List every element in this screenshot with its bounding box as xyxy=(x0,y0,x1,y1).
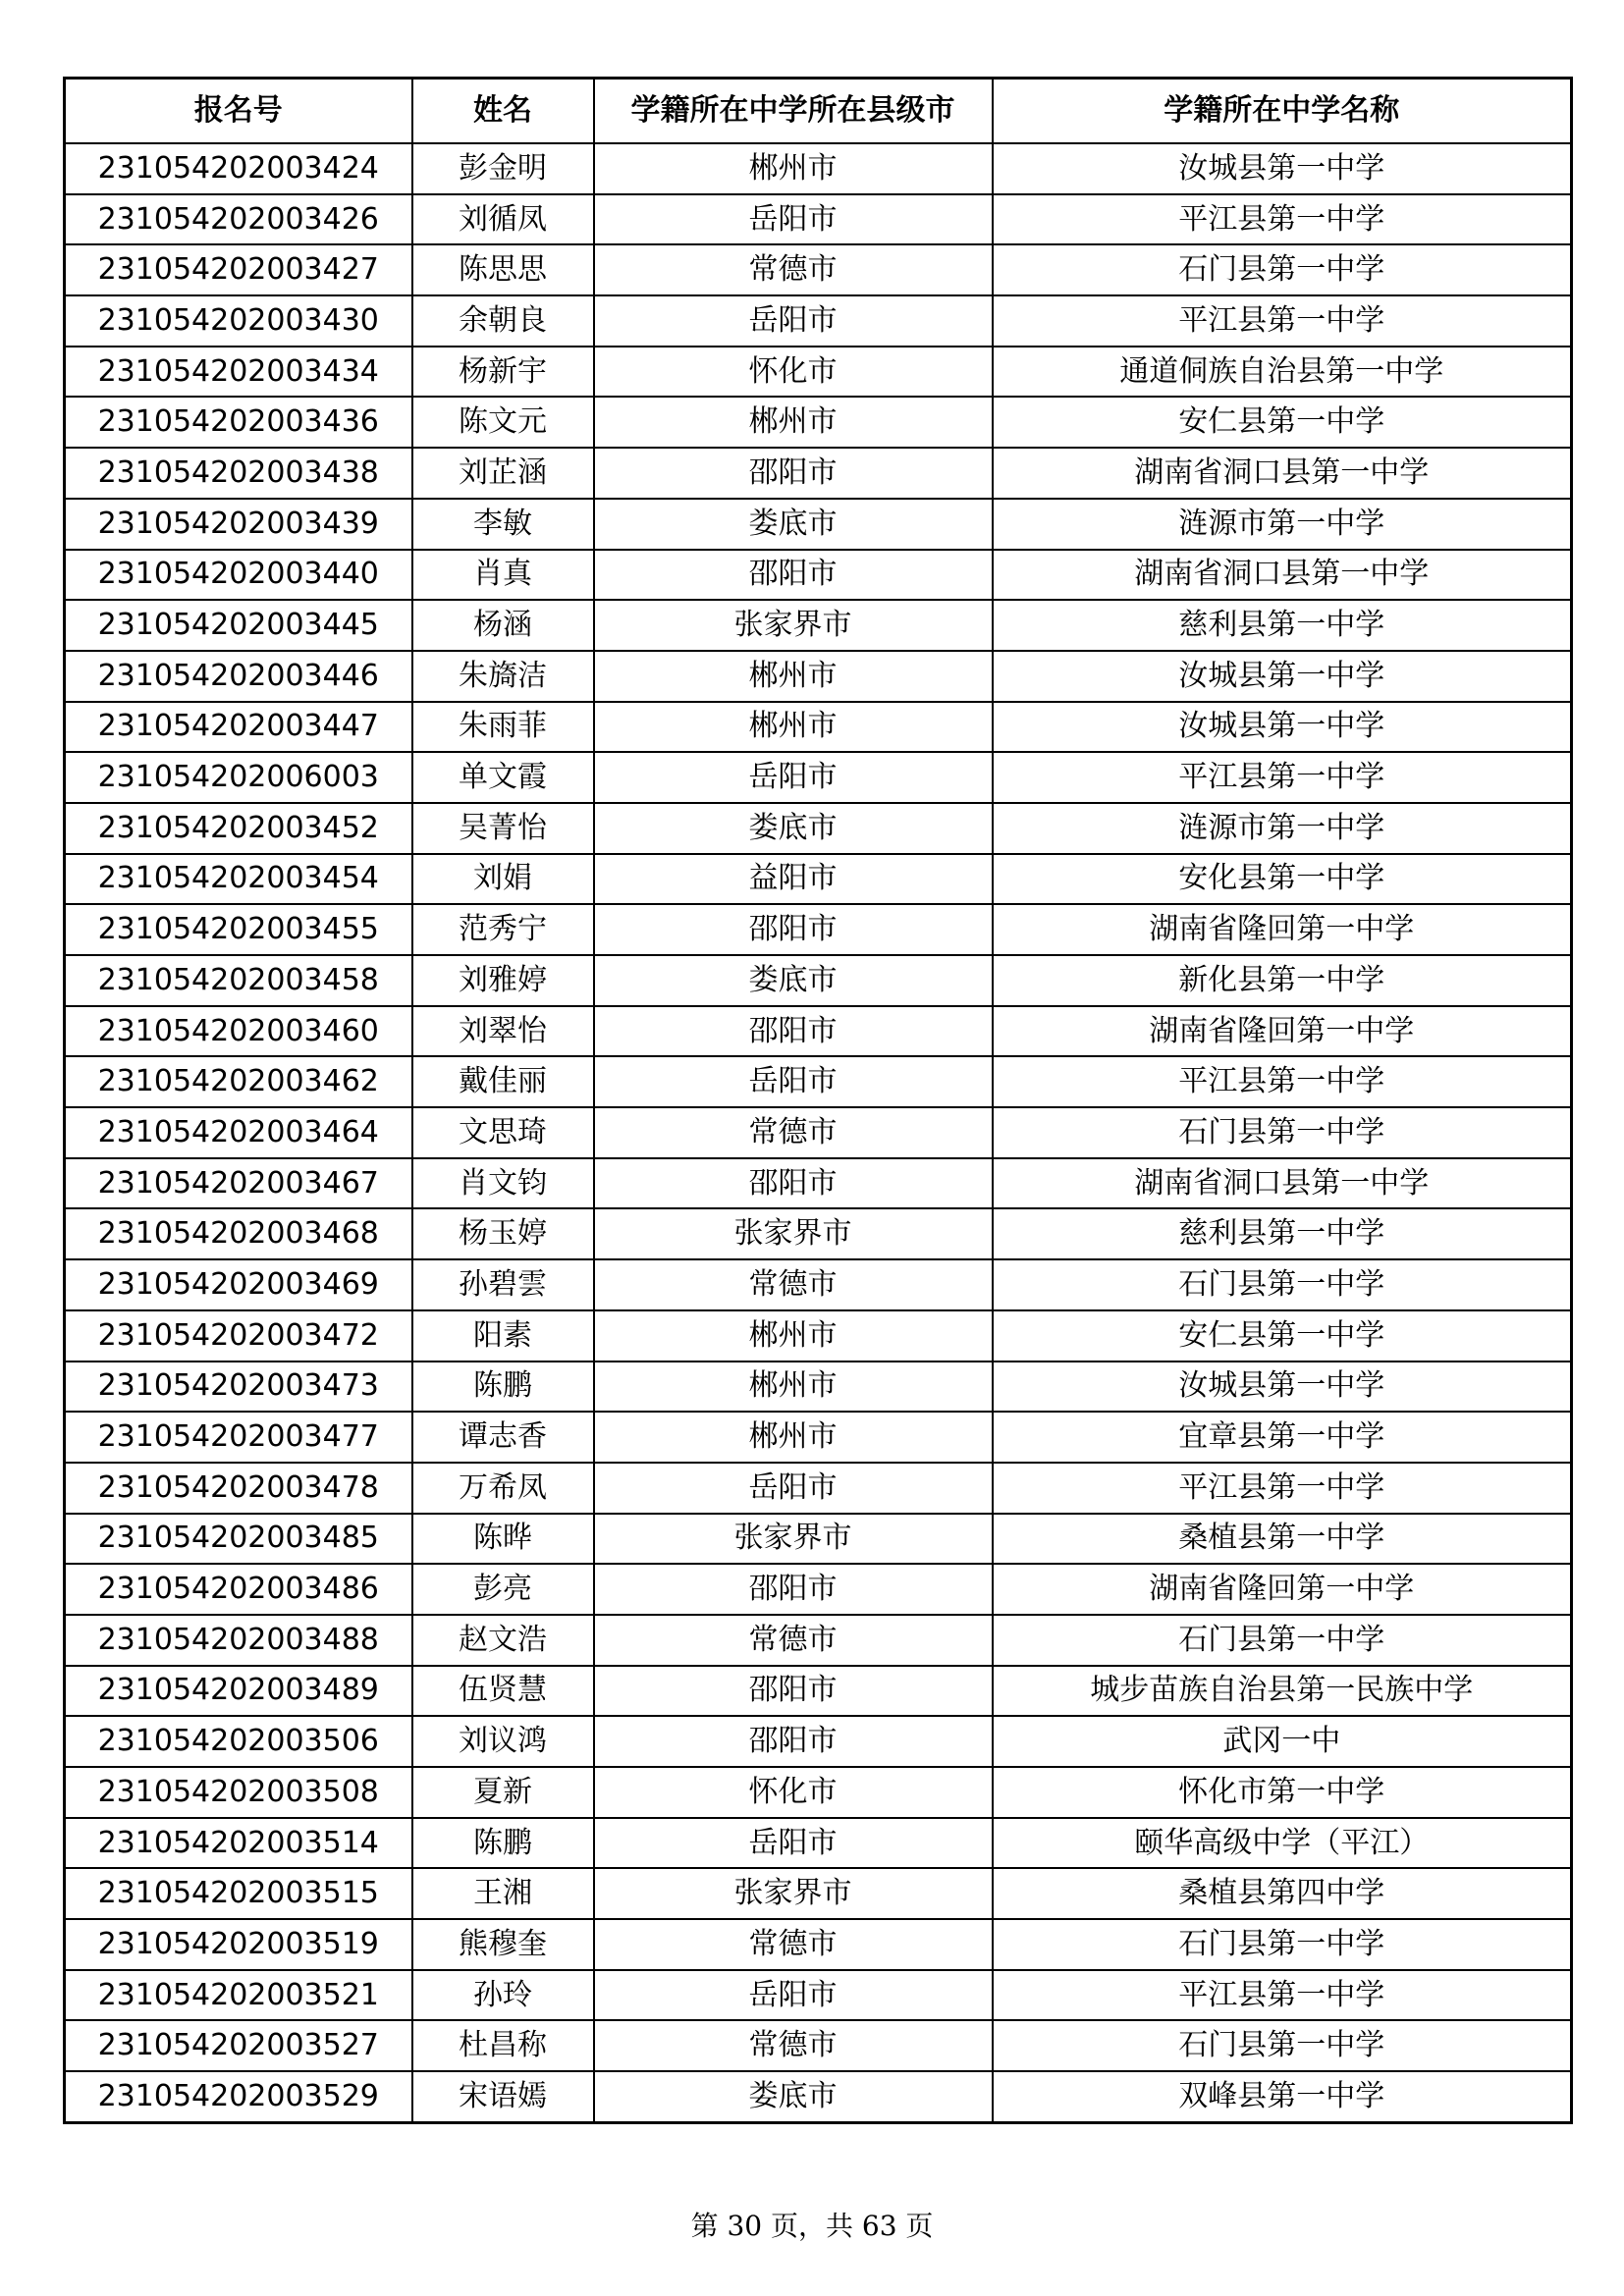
name-cell: 伍贤慧 xyxy=(412,1666,594,1717)
table-row xyxy=(65,295,1572,347)
name-cell: 刘雅婷 xyxy=(412,955,594,1006)
city-cell: 郴州市 xyxy=(594,1310,993,1362)
city-cell: 常德市 xyxy=(594,1259,993,1310)
registration-number-cell: 231054202003506 xyxy=(65,1716,412,1767)
registration-number-cell: 231054202003508 xyxy=(65,1767,412,1818)
registration-number-cell: 231054202003464 xyxy=(65,1107,412,1158)
name-cell: 肖真 xyxy=(412,550,594,601)
school-name-cell: 石门县第一中学 xyxy=(993,1107,1572,1158)
name-cell: 王湘 xyxy=(412,1868,594,1919)
registration-number-cell: 231054202003515 xyxy=(65,1868,412,1919)
page-number: 第 30 页，共 63 页 xyxy=(690,2210,934,2242)
header-registration-number: 报名号 xyxy=(65,79,412,144)
school-name-cell: 平江县第一中学 xyxy=(993,1056,1572,1107)
registration-number-cell: 231054202003438 xyxy=(65,448,412,499)
school-name-cell: 石门县第一中学 xyxy=(993,244,1572,295)
school-name-cell: 通道侗族自治县第一中学 xyxy=(993,347,1572,398)
table-row xyxy=(65,397,1572,448)
table-row xyxy=(65,347,1572,398)
city-cell: 张家界市 xyxy=(594,600,993,651)
city-cell: 郴州市 xyxy=(594,702,993,753)
table-row xyxy=(65,1514,1572,1565)
name-cell: 余朝良 xyxy=(412,295,594,347)
table-row xyxy=(65,904,1572,955)
registration-number-cell: 231054202003440 xyxy=(65,550,412,601)
school-name-cell: 平江县第一中学 xyxy=(993,752,1572,803)
school-name-cell: 湖南省隆回第一中学 xyxy=(993,1006,1572,1057)
table-row xyxy=(65,499,1572,550)
table-row xyxy=(65,1919,1572,1970)
city-cell: 岳阳市 xyxy=(594,1056,993,1107)
city-cell: 岳阳市 xyxy=(594,1970,993,2021)
table-row xyxy=(65,1259,1572,1310)
header-row xyxy=(65,79,1572,144)
school-name-cell: 汝城县第一中学 xyxy=(993,702,1572,753)
registration-number-cell: 231054202003455 xyxy=(65,904,412,955)
school-name-cell: 石门县第一中学 xyxy=(993,2020,1572,2071)
name-cell: 陈晔 xyxy=(412,1514,594,1565)
city-cell: 怀化市 xyxy=(594,1767,993,1818)
table-row xyxy=(65,1362,1572,1413)
table-row xyxy=(65,244,1572,295)
table-row xyxy=(65,1868,1572,1919)
city-cell: 岳阳市 xyxy=(594,295,993,347)
header-name: 姓名 xyxy=(412,79,594,144)
city-cell: 郴州市 xyxy=(594,651,993,702)
school-name-cell: 涟源市第一中学 xyxy=(993,803,1572,854)
table-row xyxy=(65,651,1572,702)
city-cell: 邵阳市 xyxy=(594,1716,993,1767)
registration-number-cell: 231054202003424 xyxy=(65,143,412,194)
school-name-cell: 慈利县第一中学 xyxy=(993,600,1572,651)
registration-number-cell: 231054202003427 xyxy=(65,244,412,295)
school-name-cell: 汝城县第一中学 xyxy=(993,1362,1572,1413)
table-row xyxy=(65,143,1572,194)
city-cell: 岳阳市 xyxy=(594,194,993,245)
table-row xyxy=(65,1564,1572,1615)
name-cell: 杜昌称 xyxy=(412,2020,594,2071)
city-cell: 娄底市 xyxy=(594,955,993,1006)
registration-number-cell: 231054202003462 xyxy=(65,1056,412,1107)
registration-number-cell: 231054202003489 xyxy=(65,1666,412,1717)
school-name-cell: 武冈一中 xyxy=(993,1716,1572,1767)
name-cell: 刘娟 xyxy=(412,854,594,905)
student-table-container xyxy=(63,77,1570,2124)
name-cell: 刘议鸿 xyxy=(412,1716,594,1767)
school-name-cell: 慈利县第一中学 xyxy=(993,1208,1572,1259)
city-cell: 邵阳市 xyxy=(594,904,993,955)
school-name-cell: 湖南省洞口县第一中学 xyxy=(993,550,1572,601)
registration-number-cell: 231054202003426 xyxy=(65,194,412,245)
city-cell: 常德市 xyxy=(594,1107,993,1158)
table-row xyxy=(65,448,1572,499)
table-row xyxy=(65,1158,1572,1209)
table-row xyxy=(65,854,1572,905)
city-cell: 娄底市 xyxy=(594,803,993,854)
city-cell: 郴州市 xyxy=(594,1362,993,1413)
name-cell: 孙玲 xyxy=(412,1970,594,2021)
name-cell: 李敏 xyxy=(412,499,594,550)
registration-number-cell: 231054202003468 xyxy=(65,1208,412,1259)
registration-number-cell: 231054202003485 xyxy=(65,1514,412,1565)
registration-number-cell: 231054202003473 xyxy=(65,1362,412,1413)
name-cell: 陈文元 xyxy=(412,397,594,448)
table-row xyxy=(65,1310,1572,1362)
name-cell: 刘芷涵 xyxy=(412,448,594,499)
table-header xyxy=(65,79,1572,144)
school-name-cell: 安仁县第一中学 xyxy=(993,397,1572,448)
registration-number-cell: 231054202003430 xyxy=(65,295,412,347)
table-row xyxy=(65,1716,1572,1767)
school-name-cell: 汝城县第一中学 xyxy=(993,651,1572,702)
city-cell: 娄底市 xyxy=(594,499,993,550)
school-name-cell: 湖南省隆回第一中学 xyxy=(993,904,1572,955)
table-row xyxy=(65,1666,1572,1717)
name-cell: 陈鹏 xyxy=(412,1818,594,1869)
school-name-cell: 湖南省洞口县第一中学 xyxy=(993,1158,1572,1209)
registration-number-cell: 231054202006003 xyxy=(65,752,412,803)
name-cell: 单文霞 xyxy=(412,752,594,803)
name-cell: 赵文浩 xyxy=(412,1615,594,1666)
school-name-cell: 桑植县第一中学 xyxy=(993,1514,1572,1565)
name-cell: 万希凤 xyxy=(412,1463,594,1514)
table-row xyxy=(65,1463,1572,1514)
registration-number-cell: 231054202003514 xyxy=(65,1818,412,1869)
city-cell: 常德市 xyxy=(594,1919,993,1970)
registration-number-cell: 231054202003436 xyxy=(65,397,412,448)
registration-number-cell: 231054202003452 xyxy=(65,803,412,854)
registration-number-cell: 231054202003472 xyxy=(65,1310,412,1362)
student-table xyxy=(63,77,1573,2124)
registration-number-cell: 231054202003477 xyxy=(65,1412,412,1463)
registration-number-cell: 231054202003446 xyxy=(65,651,412,702)
school-name-cell: 汝城县第一中学 xyxy=(993,143,1572,194)
table-row xyxy=(65,194,1572,245)
school-name-cell: 城步苗族自治县第一民族中学 xyxy=(993,1666,1572,1717)
name-cell: 熊穆奎 xyxy=(412,1919,594,1970)
name-cell: 肖文钧 xyxy=(412,1158,594,1209)
school-name-cell: 石门县第一中学 xyxy=(993,1919,1572,1970)
school-name-cell: 安化县第一中学 xyxy=(993,854,1572,905)
table-row xyxy=(65,955,1572,1006)
registration-number-cell: 231054202003529 xyxy=(65,2071,412,2122)
registration-number-cell: 231054202003486 xyxy=(65,1564,412,1615)
table-row xyxy=(65,1767,1572,1818)
table-row xyxy=(65,550,1572,601)
table-row xyxy=(65,1208,1572,1259)
name-cell: 陈思思 xyxy=(412,244,594,295)
school-name-cell: 安仁县第一中学 xyxy=(993,1310,1572,1362)
name-cell: 孙碧雲 xyxy=(412,1259,594,1310)
city-cell: 娄底市 xyxy=(594,2071,993,2122)
school-name-cell: 双峰县第一中学 xyxy=(993,2071,1572,2122)
registration-number-cell: 231054202003488 xyxy=(65,1615,412,1666)
table-row xyxy=(65,1056,1572,1107)
table-row xyxy=(65,803,1572,854)
school-name-cell: 颐华高级中学（平江） xyxy=(993,1818,1572,1869)
city-cell: 常德市 xyxy=(594,2020,993,2071)
table-body xyxy=(65,143,1572,2122)
name-cell: 陈鹏 xyxy=(412,1362,594,1413)
table-row xyxy=(65,2071,1572,2122)
city-cell: 张家界市 xyxy=(594,1868,993,1919)
name-cell: 阳素 xyxy=(412,1310,594,1362)
name-cell: 刘循凤 xyxy=(412,194,594,245)
registration-number-cell: 231054202003439 xyxy=(65,499,412,550)
school-name-cell: 湖南省隆回第一中学 xyxy=(993,1564,1572,1615)
table-row xyxy=(65,702,1572,753)
city-cell: 郴州市 xyxy=(594,143,993,194)
registration-number-cell: 231054202003478 xyxy=(65,1463,412,1514)
city-cell: 岳阳市 xyxy=(594,1818,993,1869)
name-cell: 杨新宇 xyxy=(412,347,594,398)
school-name-cell: 怀化市第一中学 xyxy=(993,1767,1572,1818)
registration-number-cell: 231054202003519 xyxy=(65,1919,412,1970)
city-cell: 邵阳市 xyxy=(594,1006,993,1057)
registration-number-cell: 231054202003469 xyxy=(65,1259,412,1310)
name-cell: 夏新 xyxy=(412,1767,594,1818)
table-row xyxy=(65,2020,1572,2071)
registration-number-cell: 231054202003454 xyxy=(65,854,412,905)
school-name-cell: 宜章县第一中学 xyxy=(993,1412,1572,1463)
school-name-cell: 新化县第一中学 xyxy=(993,955,1572,1006)
name-cell: 吴菁怡 xyxy=(412,803,594,854)
name-cell: 戴佳丽 xyxy=(412,1056,594,1107)
school-name-cell: 桑植县第四中学 xyxy=(993,1868,1572,1919)
name-cell: 宋语嫣 xyxy=(412,2071,594,2122)
name-cell: 谭志香 xyxy=(412,1412,594,1463)
school-name-cell: 涟源市第一中学 xyxy=(993,499,1572,550)
city-cell: 常德市 xyxy=(594,244,993,295)
city-cell: 张家界市 xyxy=(594,1514,993,1565)
city-cell: 郴州市 xyxy=(594,1412,993,1463)
city-cell: 邵阳市 xyxy=(594,1158,993,1209)
registration-number-cell: 231054202003521 xyxy=(65,1970,412,2021)
registration-number-cell: 231054202003460 xyxy=(65,1006,412,1057)
city-cell: 张家界市 xyxy=(594,1208,993,1259)
name-cell: 彭金明 xyxy=(412,143,594,194)
school-name-cell: 湖南省洞口县第一中学 xyxy=(993,448,1572,499)
school-name-cell: 平江县第一中学 xyxy=(993,1970,1572,2021)
header-school-name: 学籍所在中学名称 xyxy=(993,79,1572,144)
school-name-cell: 平江县第一中学 xyxy=(993,194,1572,245)
table-row xyxy=(65,600,1572,651)
name-cell: 杨涵 xyxy=(412,600,594,651)
city-cell: 邵阳市 xyxy=(594,550,993,601)
name-cell: 范秀宁 xyxy=(412,904,594,955)
city-cell: 邵阳市 xyxy=(594,1564,993,1615)
table-row xyxy=(65,1970,1572,2021)
city-cell: 邵阳市 xyxy=(594,1666,993,1717)
school-name-cell: 平江县第一中学 xyxy=(993,1463,1572,1514)
school-name-cell: 石门县第一中学 xyxy=(993,1615,1572,1666)
table-row xyxy=(65,1006,1572,1057)
registration-number-cell: 231054202003458 xyxy=(65,955,412,1006)
table-row xyxy=(65,752,1572,803)
school-name-cell: 平江县第一中学 xyxy=(993,295,1572,347)
table-row xyxy=(65,1107,1572,1158)
city-cell: 郴州市 xyxy=(594,397,993,448)
table-row xyxy=(65,1412,1572,1463)
city-cell: 岳阳市 xyxy=(594,752,993,803)
table-row xyxy=(65,1615,1572,1666)
header-city: 学籍所在中学所在县级市 xyxy=(594,79,993,144)
city-cell: 常德市 xyxy=(594,1615,993,1666)
registration-number-cell: 231054202003447 xyxy=(65,702,412,753)
city-cell: 岳阳市 xyxy=(594,1463,993,1514)
registration-number-cell: 231054202003445 xyxy=(65,600,412,651)
registration-number-cell: 231054202003434 xyxy=(65,347,412,398)
registration-number-cell: 231054202003527 xyxy=(65,2020,412,2071)
name-cell: 朱雨菲 xyxy=(412,702,594,753)
name-cell: 彭亮 xyxy=(412,1564,594,1615)
name-cell: 刘翠怡 xyxy=(412,1006,594,1057)
school-name-cell: 石门县第一中学 xyxy=(993,1259,1572,1310)
city-cell: 益阳市 xyxy=(594,854,993,905)
city-cell: 邵阳市 xyxy=(594,448,993,499)
name-cell: 朱旖洁 xyxy=(412,651,594,702)
city-cell: 怀化市 xyxy=(594,347,993,398)
name-cell: 文思琦 xyxy=(412,1107,594,1158)
registration-number-cell: 231054202003467 xyxy=(65,1158,412,1209)
name-cell: 杨玉婷 xyxy=(412,1208,594,1259)
table-row xyxy=(65,1818,1572,1869)
